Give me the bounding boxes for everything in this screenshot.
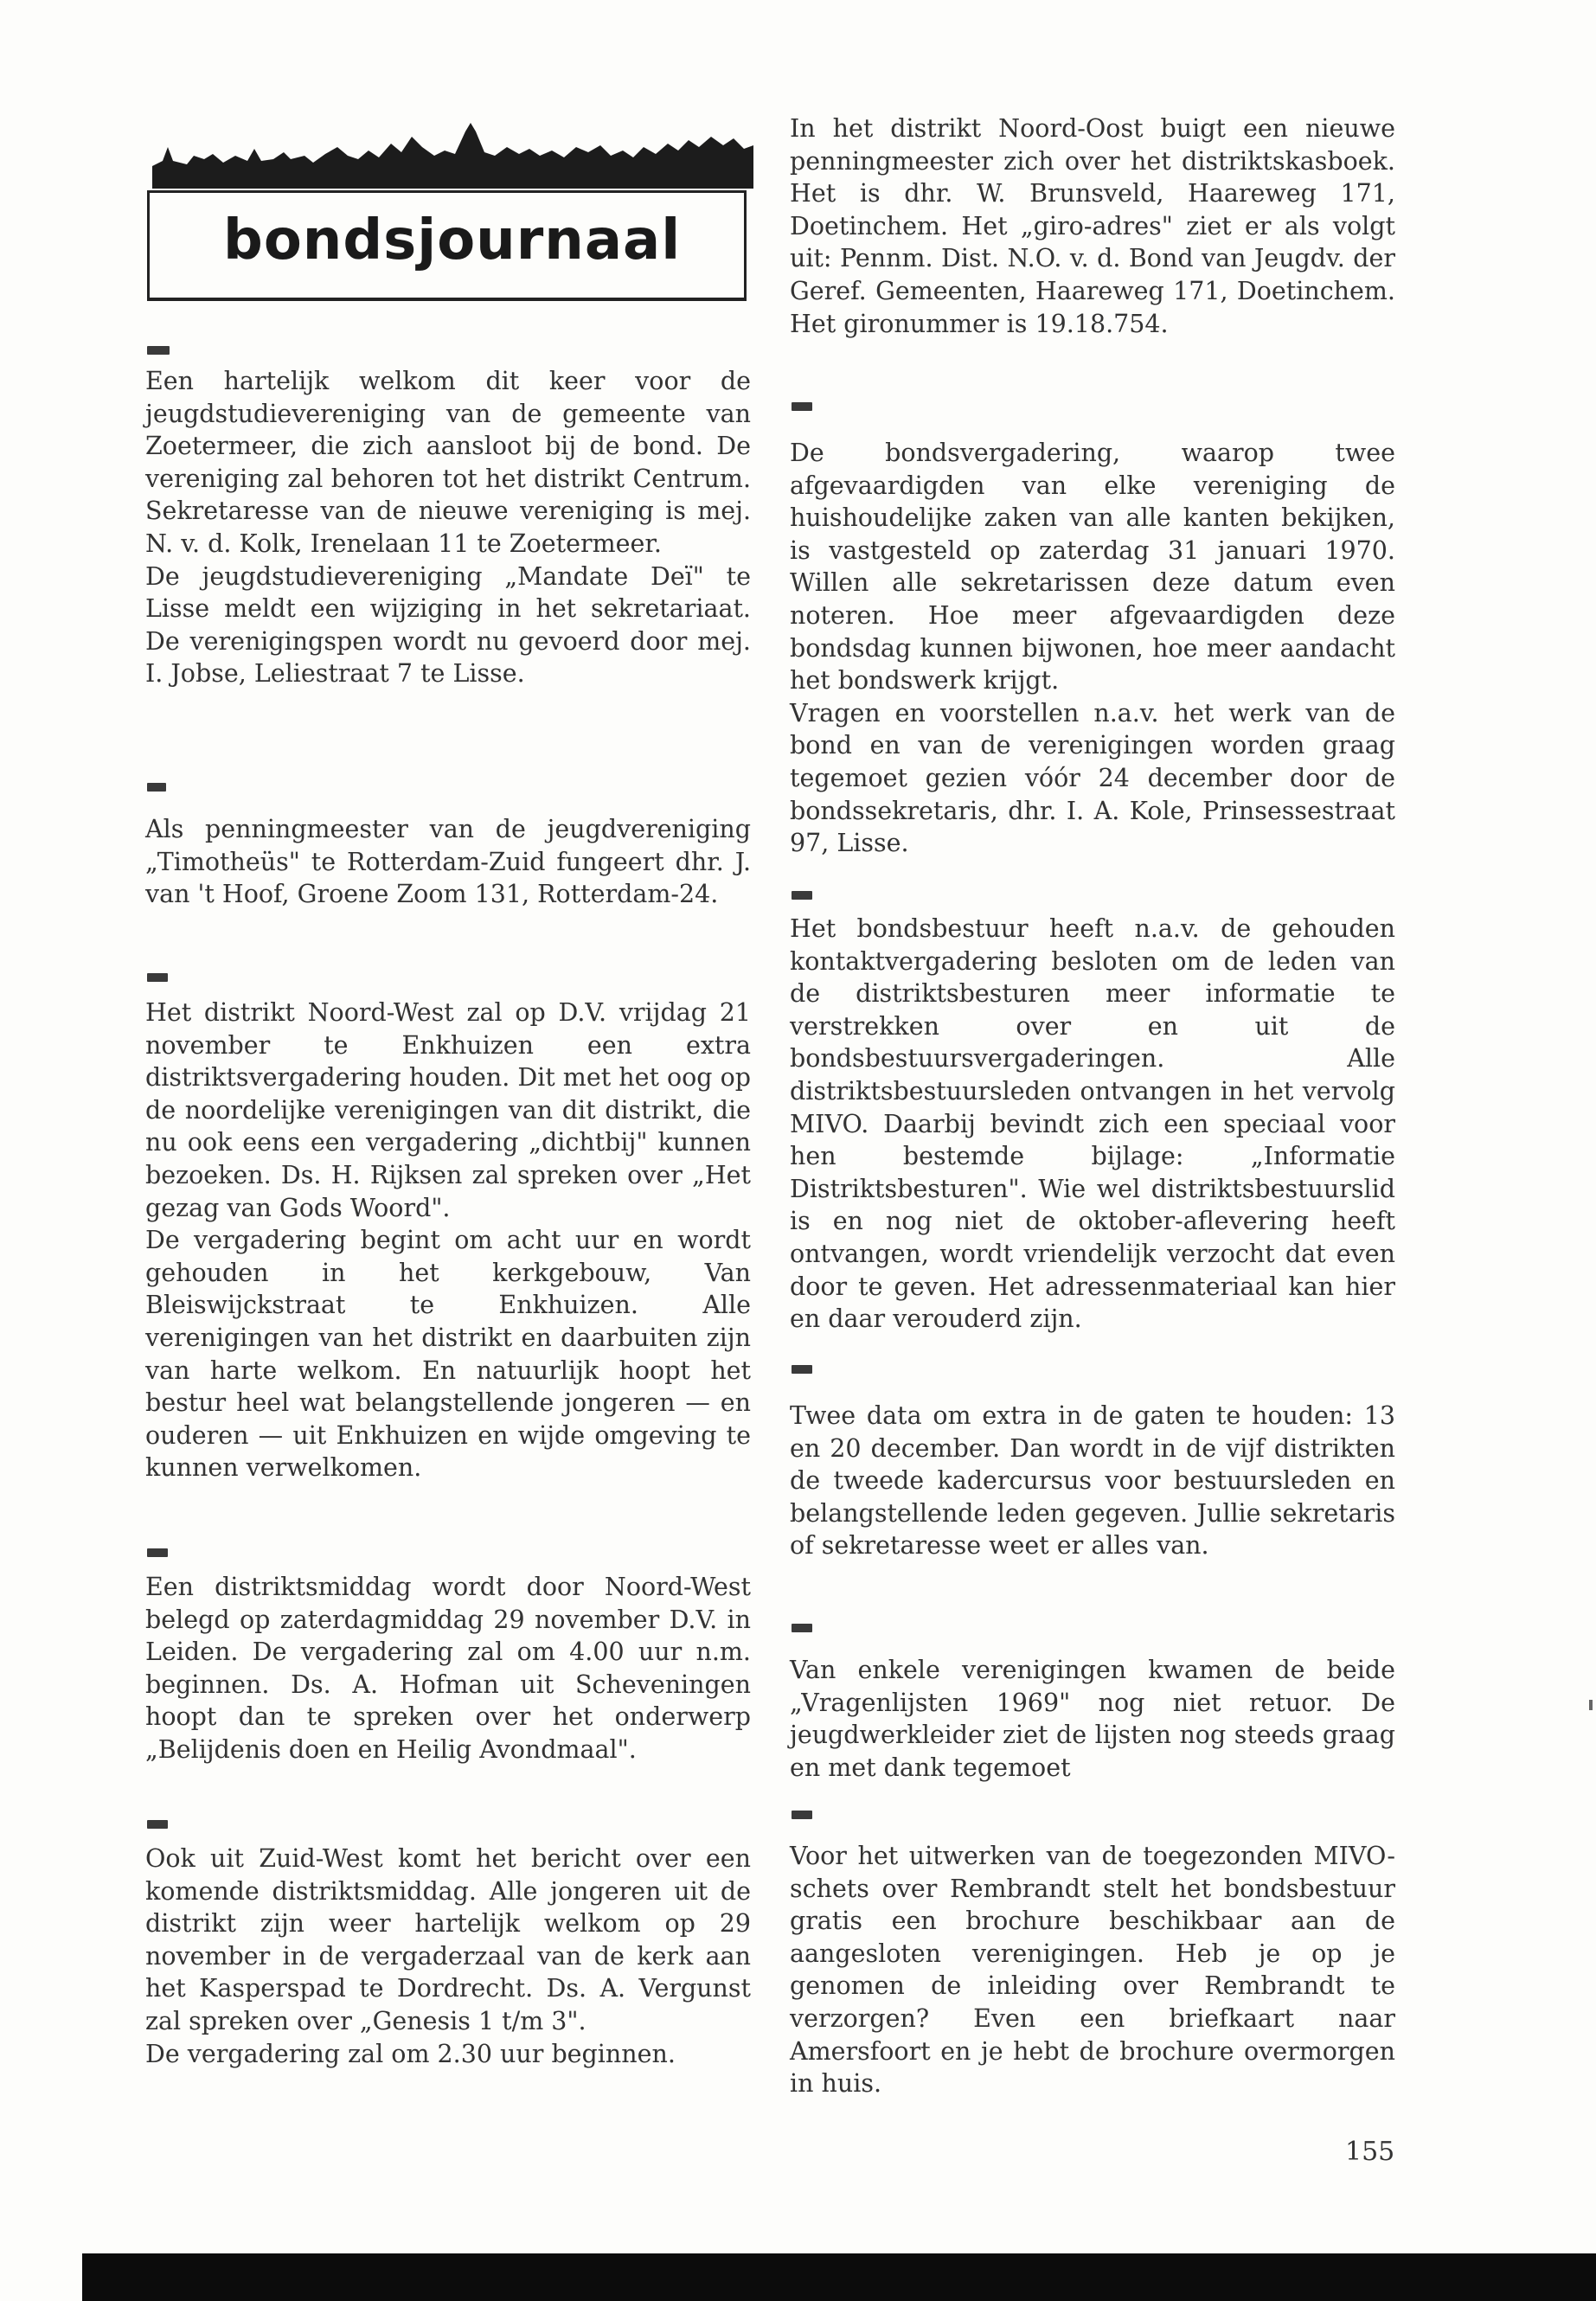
news-paragraph: Een distriktsmiddag wordt door Noord-West belegd op zaterdagmiddag 29 november D.V. in Leiden. De vergadering zal om 4.00 uur n.m. beginnen. Ds. A. Hofman uit Scheveningen hoopt dan te spreken over het onderwerp „Belijdenis doen en Heilig Avondmaal".	[145, 1573, 751, 1764]
news-item	[145, 1571, 751, 1766]
news-paragraph: Het distrikt Noord-West zal op D.V. vrijdag 21 november te Enkhuizen een extra distriktsvergadering houden. Dit met het oog op de noordelijke verenigingen van dit distrikt, die nu ook eens een vergadering „dichtbij" kunnen bezoeken. Ds. H. Rijksen zal spreken over „Het gezag van Gods Woord".	[145, 998, 751, 1222]
news-item	[790, 112, 1395, 340]
section-marker	[147, 973, 168, 982]
page-title: bondsjournaal	[223, 208, 682, 272]
scan-edge-bar	[82, 2253, 1596, 2301]
news-paragraph: Ook uit Zuid-West komt het bericht over een komende distriktsmiddag. Alle jongeren uit de distrikt zijn weer hartelijk welkom op 29 november in de vergaderzaal van de kerk aan het Kasperspad te Dordrecht. Ds. A. Vergunst zal spreken over „Genesis 1 t/m 3".	[145, 1844, 751, 2035]
section-marker	[792, 1624, 812, 1632]
news-item	[145, 997, 751, 1484]
news-paragraph: In het distrikt Noord-Oost buigt een nieuwe penningmeester zich over het distriktskasboek. Het is dhr. W. Brunsveld, Haareweg 171, Doetinchem. Het „giro-adres" ziet er als volgt uit: Pennm. Dist. N.O. v. d. Bond van Jeugdv. der Geref. Gemeenten, Haareweg 171, Doetinchem. Het gironummer is 19.18.754.	[790, 114, 1395, 338]
news-item	[790, 1654, 1395, 1784]
news-paragraph: Vragen en voorstellen n.a.v. het werk van de bond en van de verenigingen worden graag tegemoet gezien vóór 24 december door de bondssekretaris, dhr. I. A. Kole, Prinsessestraat 97, Lisse.	[790, 698, 1395, 858]
section-marker	[792, 891, 812, 900]
banner-frame	[147, 190, 747, 301]
news-item	[790, 437, 1395, 860]
section-marker	[147, 1820, 168, 1829]
news-item	[790, 1400, 1395, 1562]
section-marker	[147, 346, 170, 355]
scan-artifact	[1589, 1700, 1593, 1710]
section-marker	[147, 1548, 168, 1557]
news-paragraph: De vergadering zal om 2.30 uur beginnen.	[145, 2039, 676, 2068]
news-item	[790, 1840, 1395, 2100]
news-paragraph: Het bondsbestuur heeft n.a.v. de gehouden kontaktvergadering besloten om de leden van de distriktsbesturen meer informatie te verstrekken over en uit de bondsbestuursvergaderingen. Alle distriktsbestuursleden ontvangen in het vervolg MIVO. Daarbij bevindt zich een speciaal voor hen bestemde bijlage: „Informatie Distriktsbesturen". Wie wel distriktsbestuurslid is en nog niet de oktober-aflevering heeft ontvangen, wordt vriendelijk verzocht dat even door te geven. Het adressenmateriaal kan hier en daar verouderd zijn.	[790, 914, 1395, 1334]
section-marker	[792, 402, 812, 411]
news-item	[145, 365, 751, 690]
news-item	[790, 913, 1395, 1336]
news-paragraph: Twee data om extra in de gaten te houden: 13 en 20 december. Dan wordt in de vijf distrikten de tweede kadercursus voor bestuursleden en belangstellende leden gegeven. Jullie sekretaris of sekretaresse weet er alles van.	[790, 1401, 1395, 1561]
news-item	[145, 1843, 751, 2070]
section-marker	[792, 1365, 812, 1374]
news-paragraph: De bondsvergadering, waarop twee afgevaardigden van elke vereniging de huishoudelijke zaken van alle kanten bekijken, is vastgesteld op zaterdag 31 januari 1970. Willen alle sekretarissen deze datum even noteren. Hoe meer afgevaardigden deze bondsdag kunnen bijwonen, hoe meer aandacht het bondswerk krijgt.	[790, 439, 1395, 695]
section-marker	[147, 783, 166, 792]
news-item	[145, 813, 751, 911]
news-paragraph: Voor het uitwerken van de toegezonden MIVO-schets over Rembrandt stelt het bondsbestuur gratis een brochure beschikbaar aan de aangesloten verenigingen. Heb je op je genomen de inleiding over Rembrandt te verzorgen? Even een briefkaart naar Amersfoort en je hebt de brochure overmorgen in huis.	[790, 1842, 1395, 2099]
news-paragraph: De jeugdstudievereniging „Mandate Deï" te Lisse meldt een wijziging in het sekretariaat. De verenigingspen wordt nu gevoerd door mej. I. Jobse, Leliestraat 7 te Lisse.	[145, 561, 751, 689]
news-paragraph: Een hartelijk welkom dit keer voor de jeugdstudievereniging van de gemeente van Zoetermeer, die zich aansloot bij de bond. De vereniging zal behoren tot het distrikt Centrum. Sekretaresse van de nieuwe vereniging is mej. N. v. d. Kolk, Irenelaan 11 te Zoetermeer.	[145, 367, 751, 558]
page-number: 155	[1345, 2137, 1395, 2167]
news-paragraph: Als penningmeester van de jeugdvereniging „Timotheüs" te Rotterdam-Zuid fungeert dhr. J. van 't Hoof, Groene Zoom 131, Rotterdam-24.	[145, 815, 751, 909]
news-paragraph: De vergadering begint om acht uur en wordt gehouden in het kerkgebouw, Van Bleiswijckstraat te Enkhuizen. Alle verenigingen van het distrikt en daarbuiten zijn van harte welkom. En natuurlijk hoopt het bestur heel wat belangstellende jongeren — en ouderen — uit Enkhuizen en wijde omgeving te kunnen verwelkomen.	[145, 1226, 751, 1483]
skyline-icon	[152, 121, 753, 189]
section-marker	[792, 1811, 812, 1819]
news-paragraph: Van enkele verenigingen kwamen de beide „Vragenlijsten 1969" nog niet retuor. De jeugdwerkleider ziet de lijsten nog steeds graag en met dank tegemoet	[790, 1656, 1395, 1782]
